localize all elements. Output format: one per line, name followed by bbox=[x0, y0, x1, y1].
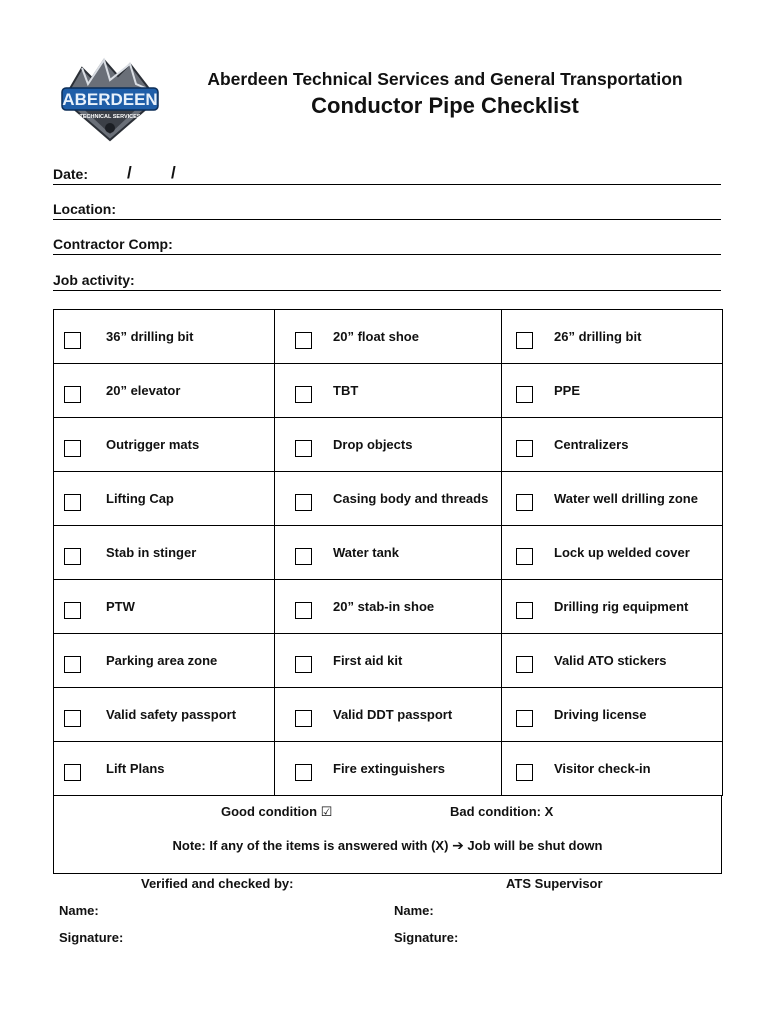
checkbox[interactable] bbox=[516, 386, 533, 403]
checklist-cell bbox=[502, 364, 723, 418]
legend-box bbox=[53, 796, 722, 874]
checklist-item-label: Casing body and threads bbox=[333, 491, 489, 506]
contractor-label: Contractor Comp: bbox=[53, 236, 173, 252]
good-condition-label: Good condition bbox=[221, 804, 318, 819]
svg-text:TECHNICAL SERVICES: TECHNICAL SERVICES bbox=[79, 114, 141, 120]
location-label: Location: bbox=[53, 201, 116, 217]
checklist-cell bbox=[54, 418, 275, 472]
checklist-item-label: Drilling rig equipment bbox=[554, 599, 689, 614]
checkbox[interactable] bbox=[516, 764, 533, 781]
checkbox[interactable] bbox=[64, 656, 81, 673]
checklist-cell bbox=[54, 364, 275, 418]
checklist-item-label: 20” elevator bbox=[106, 383, 181, 398]
checklist-cell bbox=[502, 472, 723, 526]
checklist-row bbox=[54, 688, 723, 742]
checklist-item-label: Outrigger mats bbox=[106, 437, 200, 452]
checklist-item-label: Lift Plans bbox=[106, 761, 165, 776]
checkbox[interactable] bbox=[516, 548, 533, 565]
checkbox[interactable] bbox=[64, 494, 81, 511]
checkbox[interactable] bbox=[295, 602, 312, 619]
date-label: Date: bbox=[53, 166, 89, 182]
checkbox[interactable] bbox=[295, 764, 312, 781]
checklist-row bbox=[54, 742, 723, 796]
checklist-item-label: 26” drilling bit bbox=[554, 329, 642, 344]
page-title: Conductor Pipe Checklist bbox=[311, 93, 579, 118]
checklist-cell bbox=[502, 418, 723, 472]
date-separator: / bbox=[127, 163, 132, 182]
checkbox[interactable] bbox=[516, 602, 533, 619]
good-condition-legend bbox=[221, 804, 332, 820]
job-activity-label: Job activity: bbox=[53, 272, 135, 288]
checklist-cell bbox=[54, 472, 275, 526]
checklist-item-label: 36” drilling bit bbox=[106, 329, 194, 344]
checklist-cell bbox=[275, 364, 502, 418]
checkbox[interactable] bbox=[295, 494, 312, 511]
checklist-table bbox=[53, 309, 723, 796]
checklist-item-label: Valid ATO stickers bbox=[554, 653, 667, 668]
checkbox[interactable] bbox=[64, 710, 81, 727]
date-field[interactable] bbox=[53, 162, 721, 185]
checkbox[interactable] bbox=[64, 332, 81, 349]
checklist-cell bbox=[502, 742, 723, 796]
job-activity-field[interactable] bbox=[53, 268, 721, 291]
checklist-item-label: Drop objects bbox=[333, 437, 413, 452]
note-outcome: Job will be shut down bbox=[467, 838, 603, 853]
checkbox[interactable] bbox=[295, 386, 312, 403]
checklist-item-label: Driving license bbox=[554, 707, 647, 722]
checkbox[interactable] bbox=[516, 710, 533, 727]
checklist-cell bbox=[502, 580, 723, 634]
verifier-signature-label: Signature: bbox=[59, 930, 124, 945]
checklist-cell bbox=[54, 526, 275, 580]
checklist-item-label: Visitor check-in bbox=[554, 761, 651, 776]
checklist-item-label: Lifting Cap bbox=[106, 491, 174, 506]
checklist-item-label: Valid DDT passport bbox=[333, 707, 453, 722]
checklist-item-label: Water well drilling zone bbox=[554, 491, 698, 506]
checklist-cell bbox=[275, 418, 502, 472]
checkbox[interactable] bbox=[295, 656, 312, 673]
checklist-cell bbox=[275, 634, 502, 688]
contractor-field[interactable] bbox=[53, 232, 721, 255]
checklist-row bbox=[54, 364, 723, 418]
checklist-item-label: PPE bbox=[554, 383, 581, 398]
checklist-row bbox=[54, 310, 723, 364]
checkbox[interactable] bbox=[295, 440, 312, 457]
checkbox[interactable] bbox=[516, 440, 533, 457]
date-separator: / bbox=[171, 163, 176, 182]
checklist-cell bbox=[275, 580, 502, 634]
checklist-row bbox=[54, 472, 723, 526]
checkbox[interactable] bbox=[516, 656, 533, 673]
checklist-item-label: 20” float shoe bbox=[333, 329, 419, 344]
checklist-item-label: Fire extinguishers bbox=[333, 761, 445, 776]
company-name: Aberdeen Technical Services and General Transportation bbox=[207, 69, 683, 89]
supervisor-name-label: Name: bbox=[394, 903, 434, 918]
checklist-row bbox=[54, 418, 723, 472]
checkbox[interactable] bbox=[64, 764, 81, 781]
checklist-cell bbox=[54, 310, 275, 364]
checklist-cell bbox=[54, 634, 275, 688]
company-logo bbox=[58, 54, 162, 142]
checklist-cell bbox=[275, 742, 502, 796]
bad-condition-label: Bad condition: X bbox=[450, 804, 554, 819]
note-text: Note: If any of the items is answered with (X) bbox=[172, 838, 449, 853]
checklist-row bbox=[54, 634, 723, 688]
checklist-item-label: Lock up welded cover bbox=[554, 545, 690, 560]
arrow-right-icon: ➔ bbox=[452, 838, 464, 854]
checklist-cell bbox=[54, 580, 275, 634]
checklist-item-label: First aid kit bbox=[333, 653, 403, 668]
checklist-row bbox=[54, 580, 723, 634]
checklist-item-label: Parking area zone bbox=[106, 653, 218, 668]
checkbox[interactable] bbox=[64, 548, 81, 565]
shutdown-note bbox=[54, 838, 721, 854]
checkbox[interactable] bbox=[295, 548, 312, 565]
location-field[interactable] bbox=[53, 197, 721, 220]
checklist-cell bbox=[275, 688, 502, 742]
checklist-item-label: 20” stab-in shoe bbox=[333, 599, 435, 614]
checklist-cell bbox=[502, 526, 723, 580]
checkbox[interactable] bbox=[64, 602, 81, 619]
checked-box-icon: ☑ bbox=[320, 805, 333, 820]
checklist-cell bbox=[275, 472, 502, 526]
verifier-name-label: Name: bbox=[59, 903, 99, 918]
checklist-item-label: Valid safety passport bbox=[106, 707, 237, 722]
checklist-cell bbox=[54, 688, 275, 742]
checklist-item-label: Stab in stinger bbox=[106, 545, 197, 560]
checklist-cell bbox=[502, 634, 723, 688]
svg-text:ABERDEEN: ABERDEEN bbox=[62, 90, 158, 109]
checkbox[interactable] bbox=[295, 332, 312, 349]
checkbox[interactable] bbox=[516, 494, 533, 511]
verified-by-label: Verified and checked by: bbox=[141, 876, 294, 891]
checklist-item-label: Water tank bbox=[333, 545, 399, 560]
checklist-cell bbox=[502, 688, 723, 742]
supervisor-signature-label: Signature: bbox=[394, 930, 459, 945]
checklist-cell bbox=[275, 310, 502, 364]
checkbox[interactable] bbox=[295, 710, 312, 727]
checklist-row bbox=[54, 526, 723, 580]
checklist-cell bbox=[54, 742, 275, 796]
supervisor-label: ATS Supervisor bbox=[506, 876, 603, 891]
checkbox[interactable] bbox=[64, 386, 81, 403]
checklist-item-label: PTW bbox=[106, 599, 135, 614]
checkbox[interactable] bbox=[516, 332, 533, 349]
checklist-cell bbox=[275, 526, 502, 580]
checklist-item-label: TBT bbox=[333, 383, 359, 398]
checkbox[interactable] bbox=[64, 440, 81, 457]
checklist-item-label: Centralizers bbox=[554, 437, 629, 452]
checklist-cell bbox=[502, 310, 723, 364]
